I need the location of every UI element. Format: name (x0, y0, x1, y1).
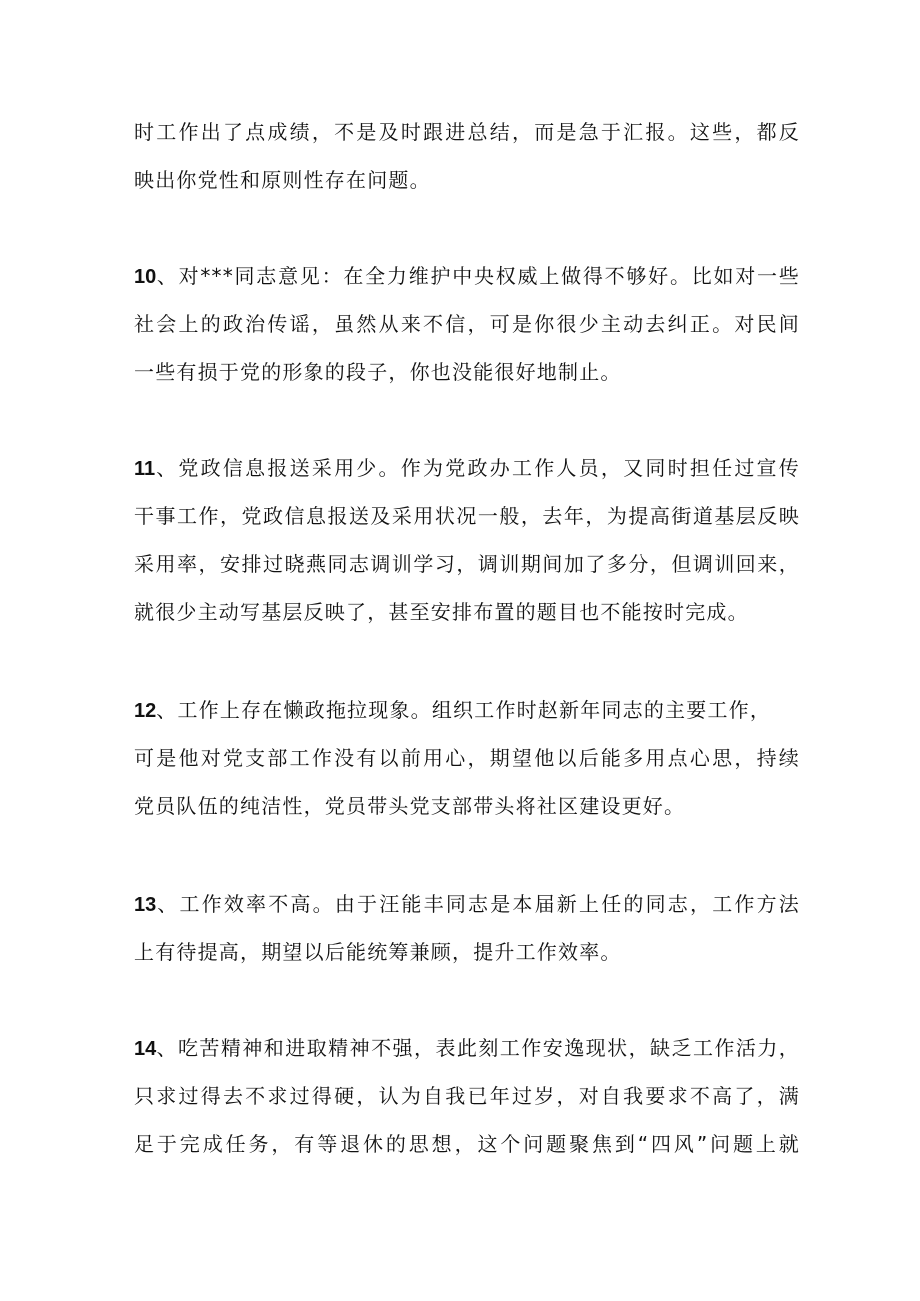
text-line: 一些有损于党的形象的段子，你也没能很好地制止。 (134, 360, 622, 384)
line-text: 、工作效率不高。由于汪能丰同志是本届新上任的同志，工作方法 (156, 892, 800, 916)
paragraph-continuation (134, 108, 800, 204)
text-line (134, 686, 800, 734)
paragraph-item-10 (134, 252, 800, 396)
text-line: 采用率，安排过晓燕同志调训学习，调训期间加了多分，但调训回来， (134, 552, 800, 576)
text-line (134, 252, 800, 300)
text-line: 时工作出了点成绩，不是及时跟进总结，而是急于汇报。这些，都反 (134, 120, 800, 144)
item-number: 13 (134, 894, 157, 916)
paragraph-item-11 (134, 444, 800, 636)
item-number: 11 (134, 458, 156, 480)
item-number: 10 (134, 266, 157, 288)
text-line: 映出你党性和原则性存在问题。 (134, 168, 431, 192)
text-line (134, 880, 800, 928)
line-text: 、对***同志意见：在全力维护中央权威上做得不够好。比如对一些 (156, 264, 800, 288)
line-text: 、吃苦精神和进取精神不强，表此刻工作安逸现状，缺乏工作活力， (156, 1036, 800, 1060)
item-number: 12 (134, 700, 157, 722)
text-line: 社会上的政治传谣，虽然从来不信，可是你很少主动去纠正。对民间 (134, 312, 800, 336)
text-line: 可是他对党支部工作没有以前用心，期望他以后能多用点心思，持续 (134, 746, 800, 770)
text-line: 党员队伍的纯洁性，党员带头党支部带头将社区建设更好。 (134, 794, 686, 818)
text-line: 就很少主动写基层反映了，甚至安排布置的题目也不能按时完成。 (134, 600, 749, 624)
text-line (134, 1024, 800, 1072)
text-line: 上有待提高，期望以后能统筹兼顾，提升工作效率。 (134, 940, 622, 964)
text-line (134, 444, 800, 492)
line-text: 、党政信息报送采用少。作为党政办工作人员，又同时担任过宣传 (155, 456, 800, 480)
item-number: 14 (134, 1038, 157, 1060)
text-line: 只求过得去不求过得硬，认为自我已年过岁，对自我要求不高了，满 (134, 1084, 800, 1108)
text-line: 足于完成任务，有等退休的思想，这个问题聚焦到“四风”问题上就 (134, 1132, 800, 1156)
paragraph-item-14 (134, 1024, 800, 1168)
text-line: 干事工作，党政信息报送及采用状况一般，去年，为提高街道基层反映 (134, 504, 800, 528)
paragraph-item-13 (134, 880, 800, 976)
paragraph-item-12 (134, 686, 800, 830)
line-text: 、工作上存在懒政拖拉现象。组织工作时赵新年同志的主要工作， (156, 698, 772, 722)
